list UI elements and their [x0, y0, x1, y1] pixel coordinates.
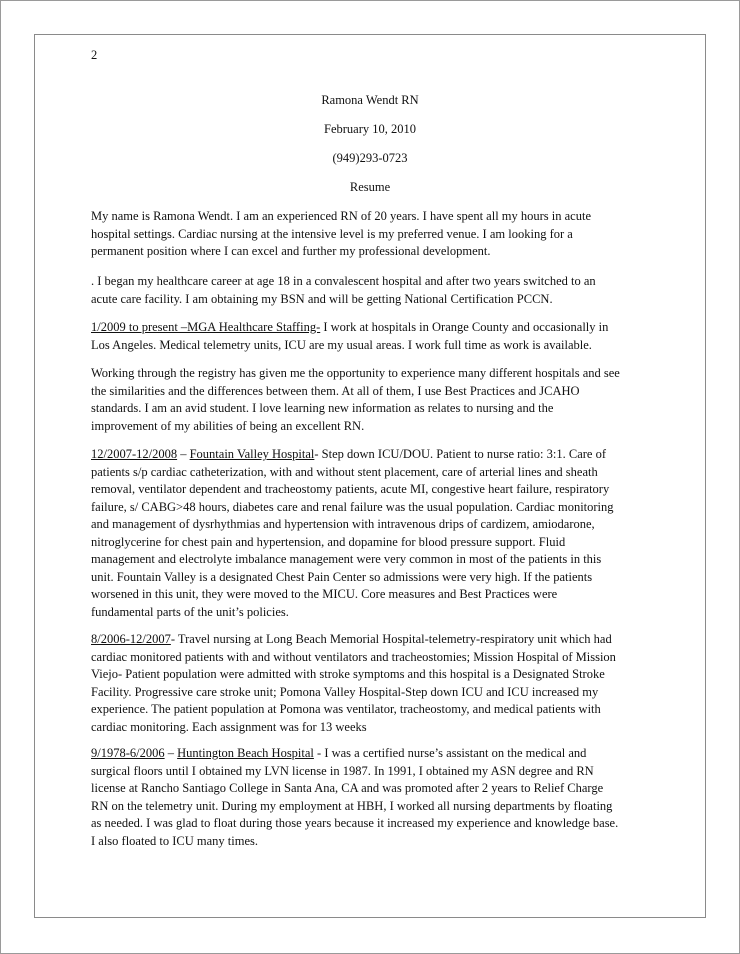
- document-title: Resume: [349, 180, 391, 194]
- text-line: 12/2007-12/2008 – Fountain Valley Hospital- Step down ICU/DOU. Patient to nurse ratio: 3:1. Care of: [91, 447, 606, 461]
- fountain-heading: Fountain Valley Hospital: [189, 447, 315, 461]
- text-line: permanent position where I can excel and further my professional development.: [91, 244, 491, 258]
- text-line: experience. The patient population at Pomona was ventilator, tracheostomy, and medical patients with: [91, 702, 601, 716]
- text-line: as needed. I was glad to float during those years because it increased my experience and knowledge base.: [91, 816, 619, 830]
- text-line: Working through the registry has given me the opportunity to experience many different hospitals and see: [91, 366, 620, 380]
- text-line: Viejo- Patient population were admitted with stroke symptoms and this hospital is a Designated Stroke: [91, 667, 605, 681]
- text-line: 8/2006-12/2007- Travel nursing at Long Beach Memorial Hospital-telemetry-respiratory unit which had: [91, 632, 612, 646]
- text-line: cardiac monitoring. Each assignment was for 13 weeks: [91, 719, 367, 734]
- text-line: My name is Ramona Wendt. I am an experienced RN of 20 years. I have spent all my hours in acute: [91, 209, 592, 223]
- text-line: and management of dysrhythmias and hypertension with intravenous drips of cardizem, amiodarone,: [91, 517, 595, 531]
- document-page: [34, 34, 706, 918]
- text-line: cardiac monitored patients with and without ventilators and tracheostomies; Mission Hospital of Mission: [91, 649, 616, 664]
- text-line: nitroglycerine for chest pain and hypertension, and dopamine for blood pressure support. Fluid: [91, 534, 566, 549]
- author-name: Ramona Wendt RN: [321, 93, 419, 107]
- text-line: Facility. Progressive care stroke unit; Pomona Valley Hospital-Step down ICU and ICU increased my: [91, 684, 599, 699]
- text-line: . I began my healthcare career at age 18 in a convalescent hospital and after two years switched to an: [91, 274, 596, 288]
- text-line: I also floated to ICU many times.: [91, 833, 258, 848]
- text-line: 9/1978-6/2006 – Huntington Beach Hospital - I was a certified nurse’s assistant on the medical and: [91, 746, 587, 760]
- text-line: worsened in this unit, they were moved to the MICU. Core measures and Best Practices were: [91, 587, 558, 601]
- text-line: management and electrolyte imbalance management were very common in most of the patients in this: [91, 552, 602, 566]
- text-line: surgical floors until I obtained my LVN license in 1987. In 1991, I obtained my ASN degree and RN: [91, 763, 594, 778]
- huntington-dates: 9/1978-6/2006: [91, 746, 165, 760]
- text-line: 1/2009 to present –MGA Healthcare Staffing- I work at hospitals in Orange County and occasionally in: [91, 320, 609, 334]
- text-line: standards. I am an avid student. I love learning new information as relates to nursing and the: [91, 401, 554, 415]
- page-number: 2: [91, 48, 98, 62]
- fountain-dates: 12/2007-12/2008: [91, 447, 178, 461]
- fountain-valley-paragraph: [91, 446, 691, 621]
- document-date: February 10, 2010: [324, 122, 416, 136]
- text-line: improvement of my abilities of being an excellent RN.: [91, 418, 365, 433]
- text-line: fundamental parts of the unit’s policies.: [91, 604, 289, 619]
- text-line: RN on the telemetry unit. During my employment at HBH, I worked all nursing departments by floating: [91, 798, 613, 813]
- text-line: the similarities and the differences between them. At all of them, I use Best Practices and JCAHO: [91, 383, 580, 398]
- huntington-paragraph: [91, 745, 691, 850]
- text-line: license at Rancho Santiago College in Santa Ana, CA and was promoted after 2 years to Relief Charge: [91, 781, 604, 795]
- text-line: unit. Fountain Valley is a designated Chest Pain Center so admissions were very high. If the patients: [91, 569, 593, 584]
- travel-dates: 8/2006-12/2007: [91, 632, 171, 646]
- mga-heading: 1/2009 to present –MGA Healthcare Staffing-: [91, 320, 321, 334]
- phone-number: (949)293-0723: [332, 151, 408, 165]
- registry-paragraph: [91, 365, 691, 435]
- text-line: removal, ventilator dependent and tracheostomy patients, acute MI, congestive heart failure, respiratory: [91, 482, 610, 496]
- text-line: hospital settings. Cardiac nursing at the intensive level is my preferred venue. I am looking for a: [91, 226, 573, 241]
- text-line: failure, s/ CABG>48 hours, diabetes care and renal failure was the usual population. Cardiac monitoring: [91, 499, 614, 514]
- text-line: Los Angeles. Medical telemetry units, ICU are my usual areas. I work full time as work is available.: [91, 337, 592, 352]
- intro-paragraph: [91, 208, 691, 261]
- career-start-paragraph: [91, 273, 691, 308]
- text-line: patients s/p cardiac catheterization, with and without stent placement, care of arterial lines and sheath: [91, 464, 598, 479]
- mga-paragraph: [91, 319, 691, 354]
- huntington-heading: Huntington Beach Hospital: [177, 746, 314, 760]
- travel-nursing-paragraph: [91, 631, 691, 736]
- text-line: acute care facility. I am obtaining my BSN and will be getting National Certification PCCN.: [91, 291, 553, 306]
